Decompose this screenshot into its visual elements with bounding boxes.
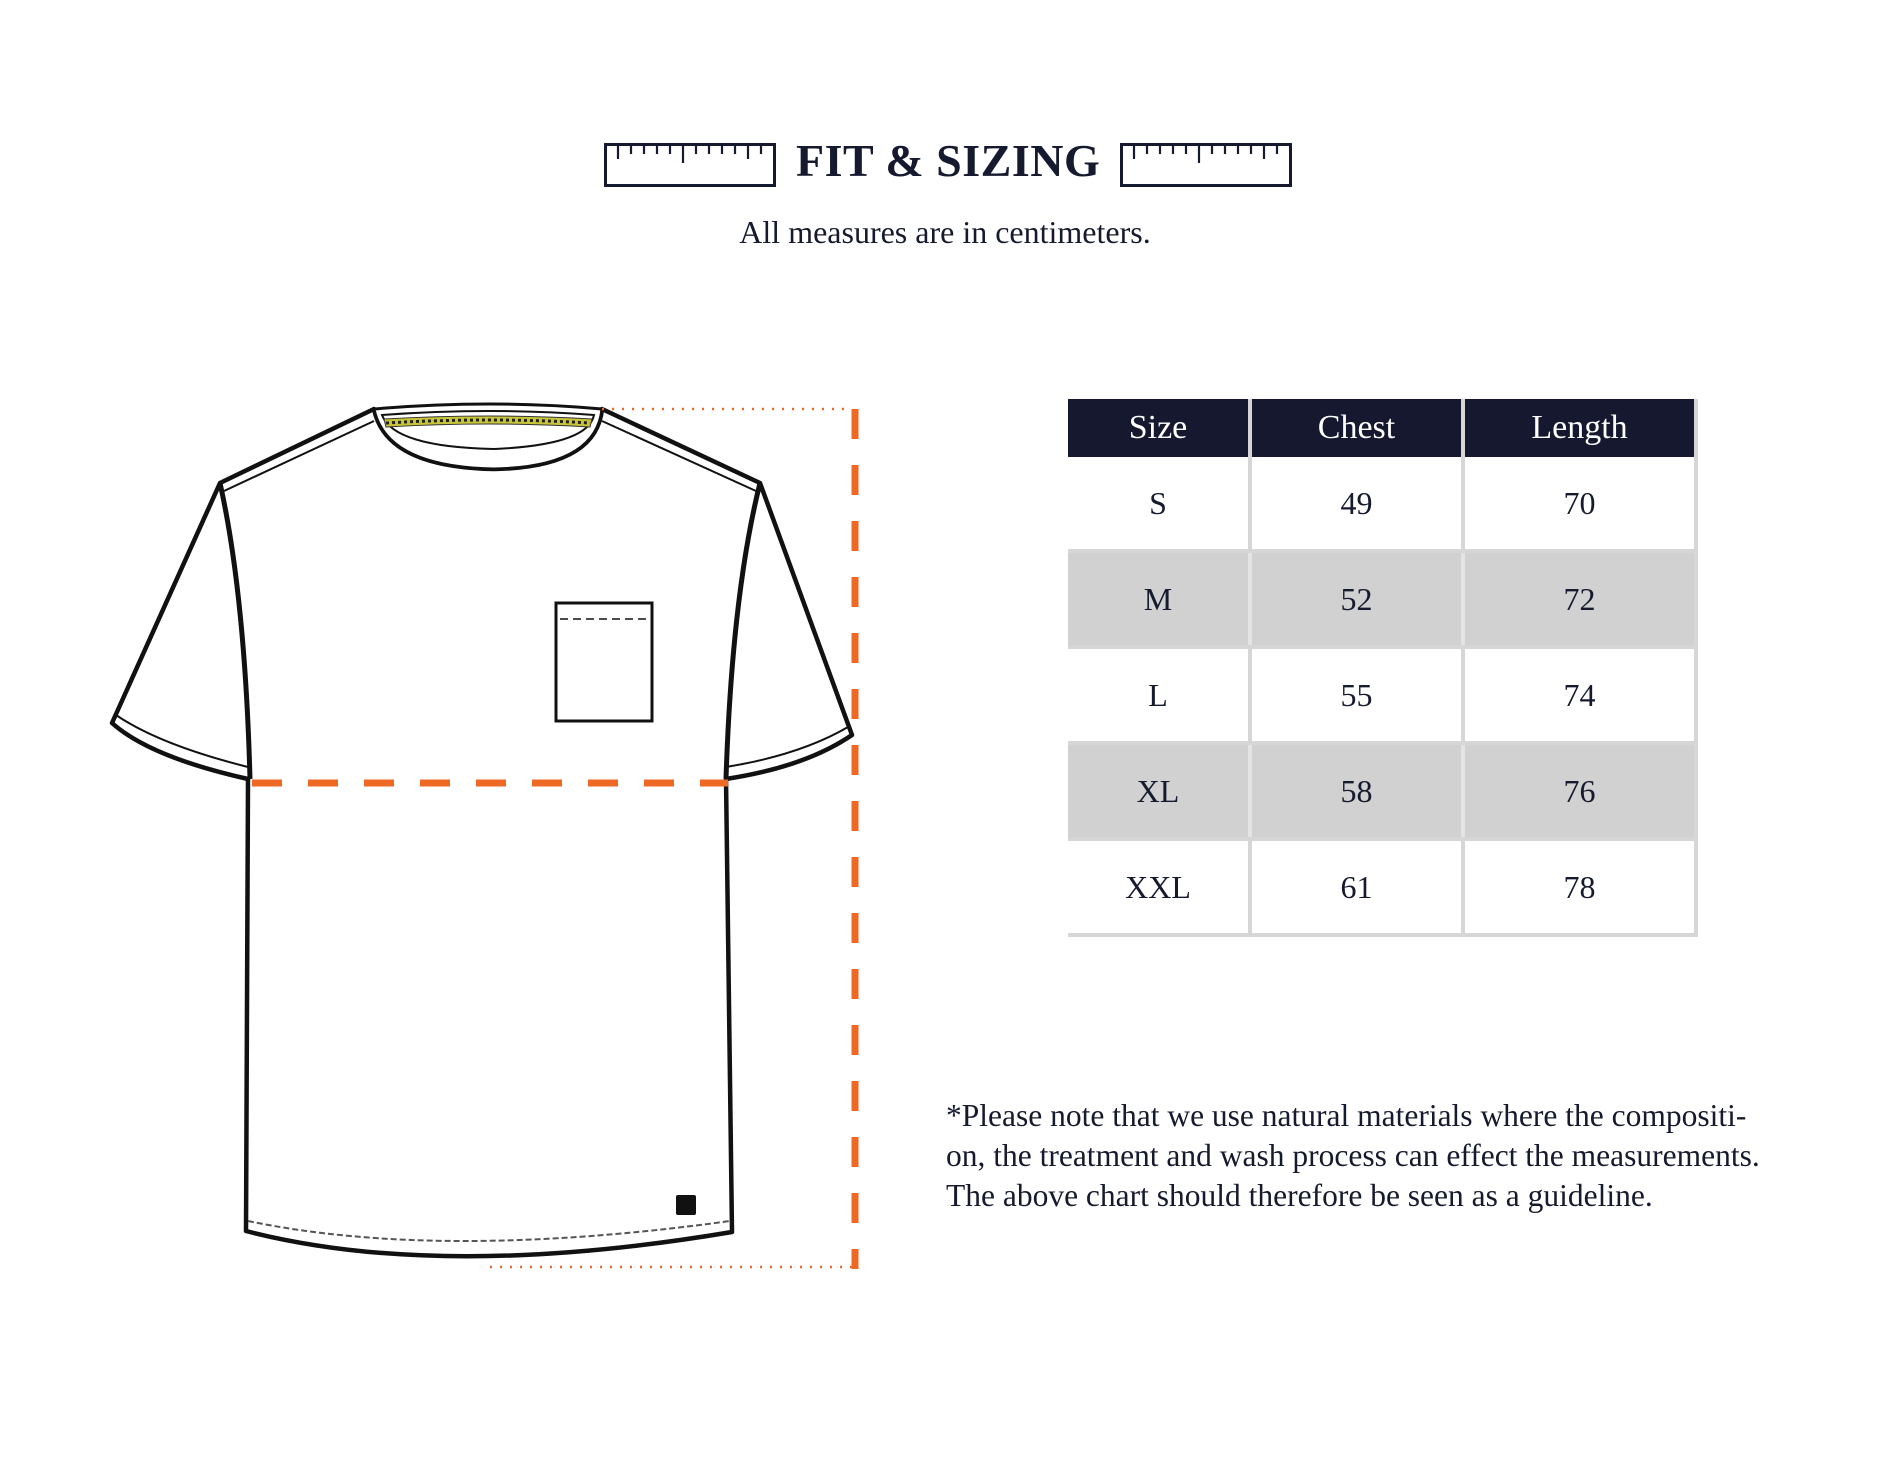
length-cell: 74 [1463, 647, 1696, 743]
length-cell: 72 [1463, 551, 1696, 647]
chest-cell: 61 [1250, 839, 1463, 935]
chest-cell: 49 [1250, 457, 1463, 551]
ruler-icon [1120, 143, 1292, 187]
size-cell: M [1068, 551, 1250, 647]
note-line: The above chart should therefore be seen as a guideline. [946, 1178, 1653, 1213]
header-length: Length [1463, 399, 1696, 457]
pocket [556, 603, 652, 721]
size-cell: L [1068, 647, 1250, 743]
length-cell: 78 [1463, 839, 1696, 935]
table-header-row [1068, 399, 1696, 457]
table-row [1068, 743, 1696, 839]
table-row [1068, 551, 1696, 647]
note-line: *Please note that we use natural materials where the compositi- [946, 1098, 1747, 1133]
length-cell: 70 [1463, 457, 1696, 551]
size-cell: XXL [1068, 839, 1250, 935]
table-row [1068, 457, 1696, 551]
length-cell: 76 [1463, 743, 1696, 839]
tshirt-illustration [100, 395, 880, 1295]
disclaimer-note [946, 1096, 1826, 1216]
chest-cell: 58 [1250, 743, 1463, 839]
note-line: on, the treatment and wash process can effect the measurements. [946, 1138, 1760, 1173]
header-size: Size [1068, 399, 1250, 457]
page-title: FIT & SIZING [796, 135, 1101, 186]
table-row [1068, 647, 1696, 743]
size-cell: S [1068, 457, 1250, 551]
size-table [1068, 399, 1698, 937]
ruler-icon [604, 143, 776, 187]
label-tab [676, 1195, 696, 1215]
header [0, 128, 1890, 198]
table-row [1068, 839, 1696, 935]
tshirt-outline [112, 409, 852, 1256]
header-chest: Chest [1250, 399, 1463, 457]
chest-cell: 52 [1250, 551, 1463, 647]
chest-cell: 55 [1250, 647, 1463, 743]
subtitle: All measures are in centimeters. [739, 214, 1151, 250]
size-cell: XL [1068, 743, 1250, 839]
